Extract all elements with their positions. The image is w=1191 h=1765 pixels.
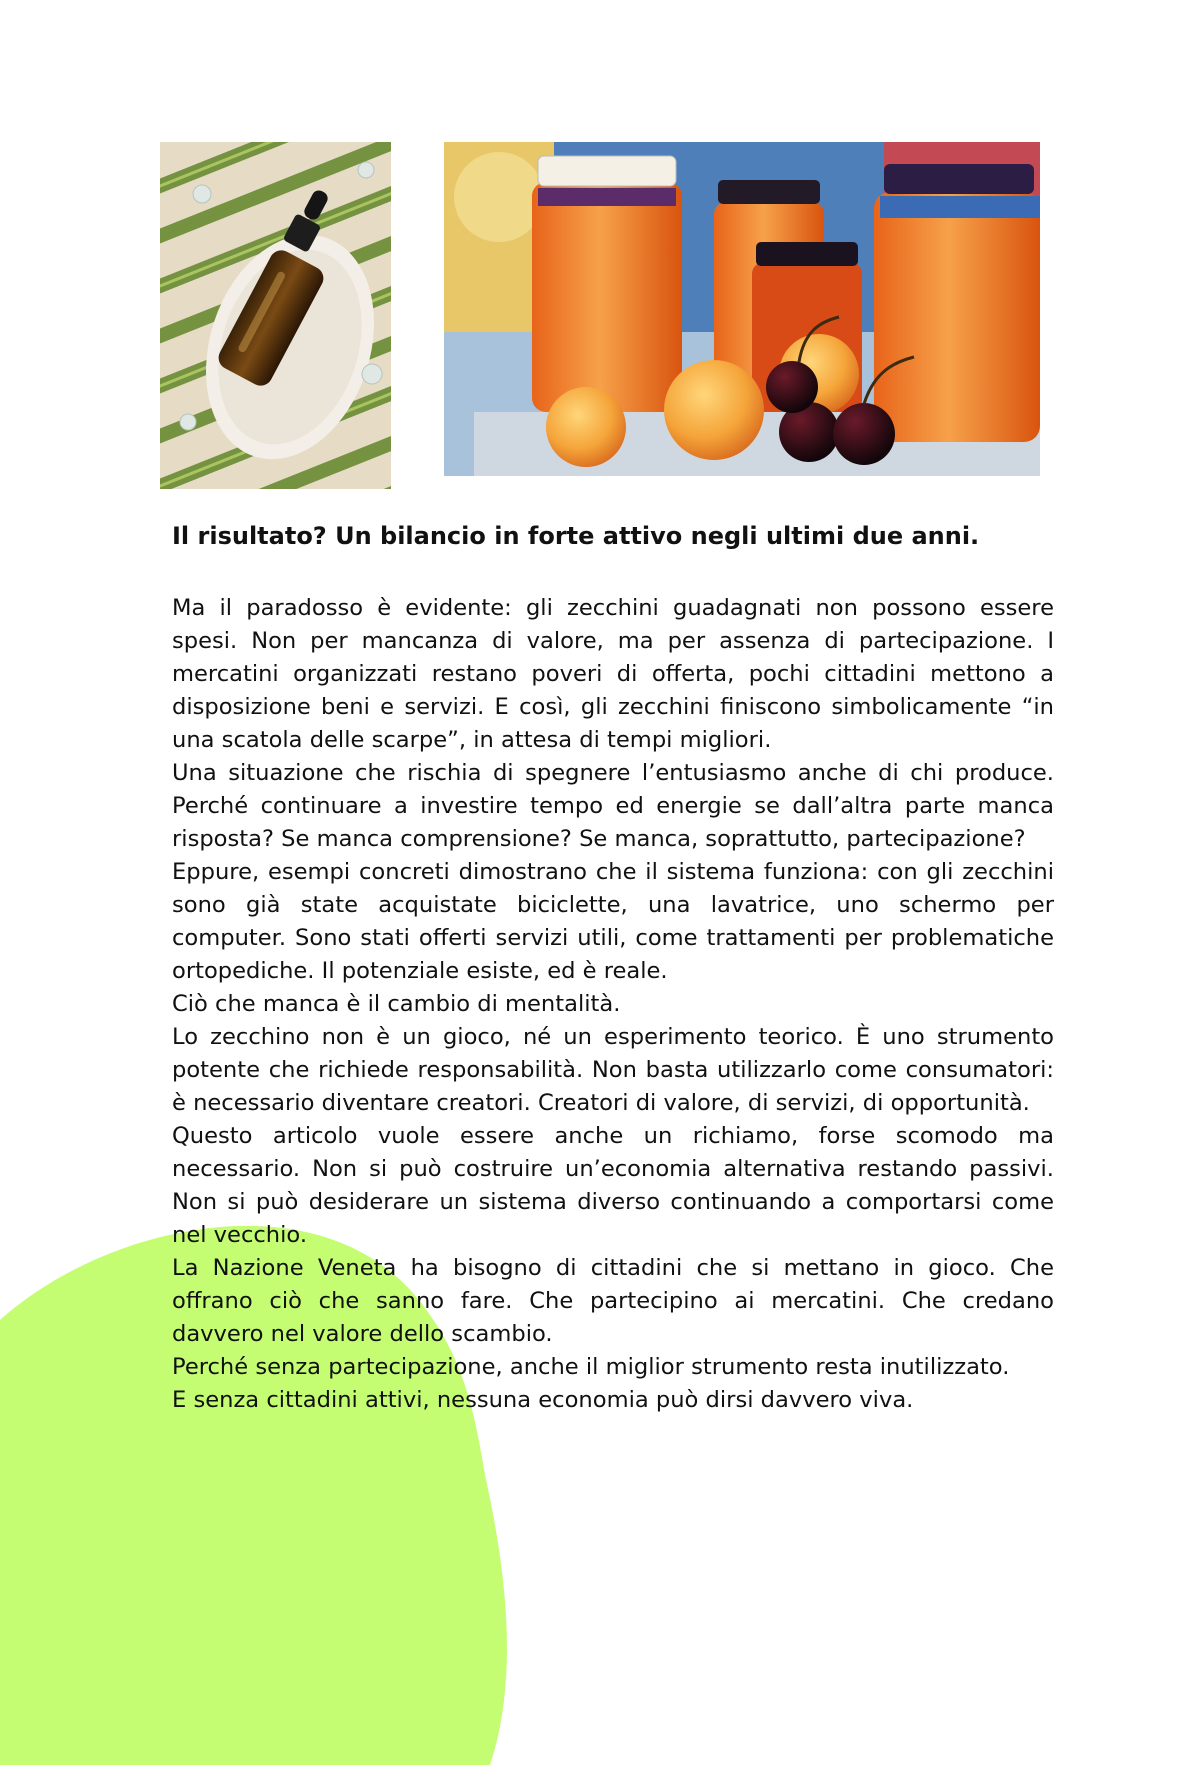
apricot-jam-jars-photo: [444, 142, 1040, 476]
paragraph: Eppure, esempi concreti dimostrano che il sistema funziona: con gli zecchini sono già state acquistate biciclette, una lavatrice, uno schermo per computer. Sono stati offerti servizi utili, come trattamenti per problematiche ortopediche. Il potenziale esiste, ed è reale.: [172, 859, 1054, 984]
essential-oil-bottle-photo: [160, 142, 391, 489]
paragraph: E senza cittadini attivi, nessuna economia può dirsi davvero viva.: [172, 1387, 914, 1413]
paragraph: Perché senza partecipazione, anche il miglior strumento resta inutilizzato.: [172, 1354, 1010, 1380]
paragraph: Una situazione che rischia di spegnere l’entusiasmo anche di chi produce. Perché continuare a investire tempo ed energie se dall’altra parte manca risposta? Se manca comprensione? Se manca, soprattutto, partecipazione?: [172, 760, 1054, 852]
article-heading: Il risultato? Un bilancio in forte attivo negli ultimi due anni.: [172, 522, 980, 550]
paragraph: La Nazione Veneta ha bisogno di cittadini che si mettano in gioco. Che offrano ciò che sanno fare. Che partecipino ai mercatini. Che credano davvero nel valore dello scambio.: [172, 1255, 1054, 1347]
paragraph: Ciò che manca è il cambio di mentalità.: [172, 991, 621, 1017]
article-body: [172, 592, 1054, 1417]
paragraph: Ma il paradosso è evidente: gli zecchini guadagnati non possono essere spesi. Non per mancanza di valore, ma per assenza di partecipazione. I mercatini organizzati restano poveri di offerta, pochi cittadini mettono a disposizione beni e servizi. E così, gli zecchini finiscono simbolicamente “in una scatola delle scarpe”, in attesa di tempi migliori.: [172, 595, 1054, 753]
paragraph: Lo zecchino non è un gioco, né un esperimento teorico. È uno strumento potente che richiede responsabilità. Non basta utilizzarlo come consumatori: è necessario diventare creatori. Creatori di valore, di servizi, di opportunità.: [172, 1024, 1054, 1116]
paragraph: Questo articolo vuole essere anche un richiamo, forse scomodo ma necessario. Non si può costruire un’economia alternativa restando passivi. Non si può desiderare un sistema diverso continuando a comportarsi come nel vecchio.: [172, 1123, 1054, 1248]
